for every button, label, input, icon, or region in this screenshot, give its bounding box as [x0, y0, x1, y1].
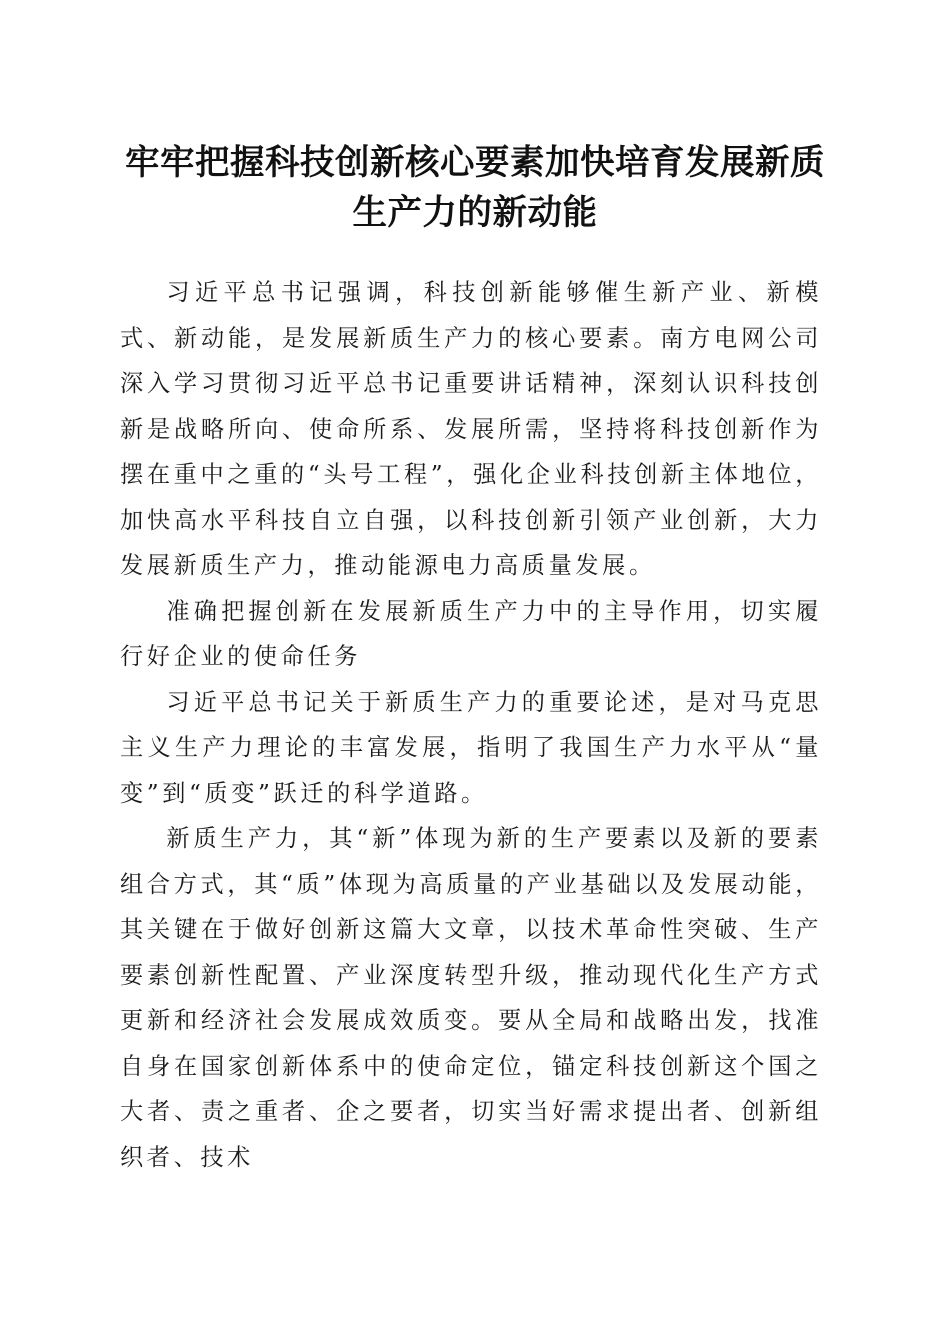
- document-title: [110, 138, 840, 238]
- title-line-2: 生产力的新动能: [352, 193, 598, 233]
- paragraph-1: 习近平总书记强调，科技创新能够催生新产业、新模式、新动能，是发展新质生产力的核心要素。南方电网公司深入学习贯彻习近平总书记重要讲话精神，深刻认识科技创新是战略所向、使命所系、发展所需，坚持将科技创新作为摆在重中之重的“头号工程”，强化企业科技创新主体地位，加快高水平科技自立自强，以科技创新引领产业创新，大力发展新质生产力，推动能源电力高质量发展。: [120, 279, 822, 579]
- document-body: [120, 270, 822, 1180]
- title-line-1: 牢牢把握科技创新核心要素加快培育发展新质: [125, 143, 825, 183]
- paragraph-2-subheading: 准确把握创新在发展新质生产力中的主导作用，切实履行好企业的使命任务: [120, 597, 822, 670]
- paragraph-4: 新质生产力，其“新”体现为新的生产要素以及新的要素组合方式，其“质”体现为高质量的产业基础以及发展动能，其关键在于做好创新这篇大文章，以技术革命性突破、生产要素创新性配置、产业深度转型升级，推动现代化生产方式更新和经济社会发展成效质变。要从全局和战略出发，找准自身在国家创新体系中的使命定位，锚定科技创新这个国之大者、责之重者、企之要者，切实当好需求提出者、创新组织者、技术: [120, 825, 822, 1171]
- paragraph-3: 习近平总书记关于新质生产力的重要论述，是对马克思主义生产力理论的丰富发展，指明了我国生产力水平从“量变”到“质变”跃迁的科学道路。: [120, 688, 822, 807]
